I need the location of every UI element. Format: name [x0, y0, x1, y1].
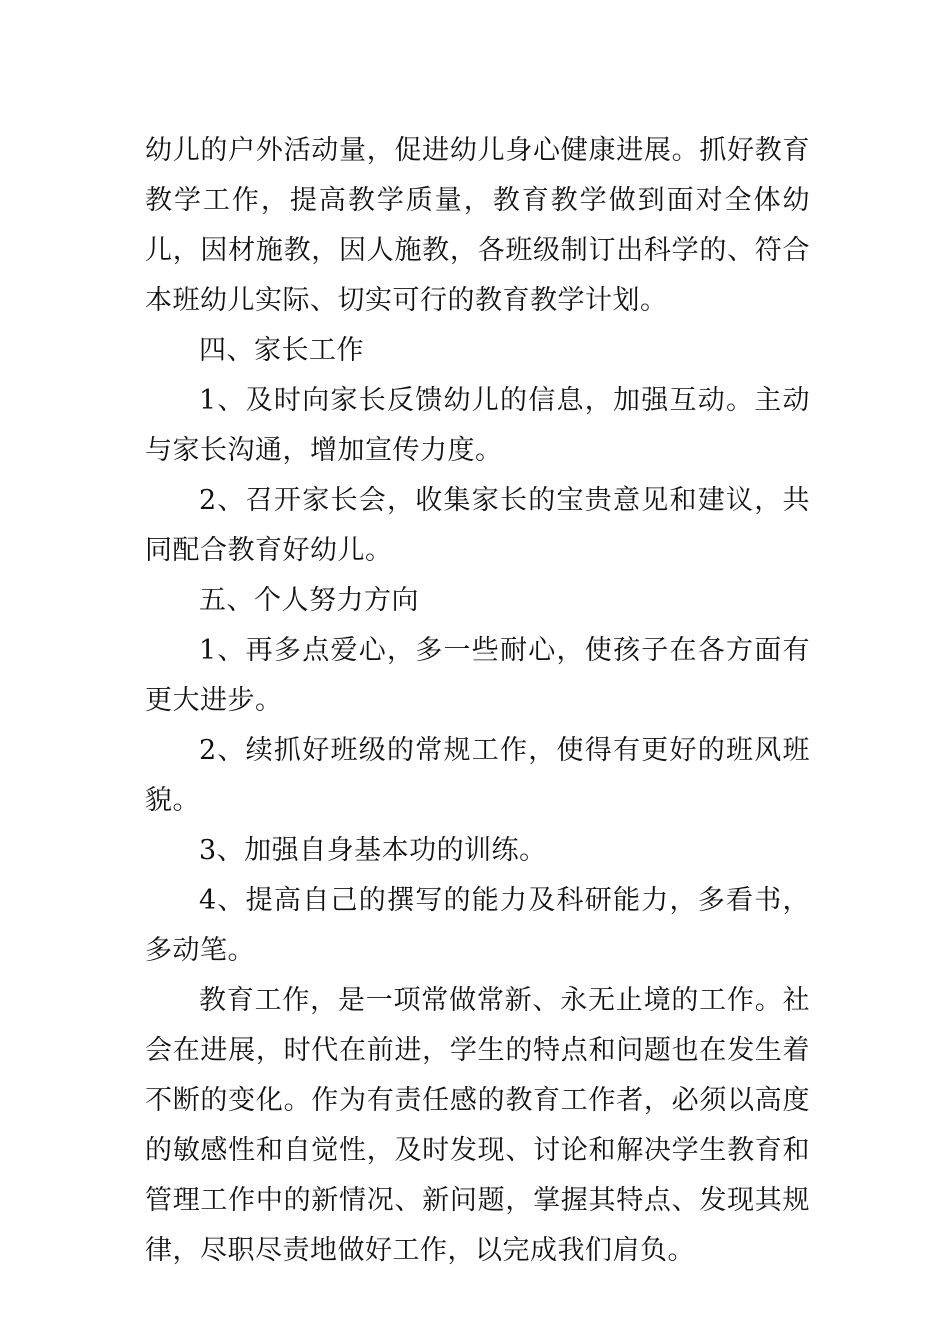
paragraph-continuation: 幼儿的户外活动量，促进幼儿身心健康进展。抓好教育教学工作，提高教学质量，教育教学做到面对全体幼儿，因材施教，因人施教，各班级制订出科学的、符合本班幼儿实际、切实可行的教育教学计划。	[145, 135, 810, 316]
section-heading-personal-direction: 五、个人努力方向	[199, 585, 419, 616]
list-item-personal-2: 2、续抓好班级的常规工作，使得有更好的班风班貌。	[145, 735, 810, 816]
list-item-parent-2: 2、召开家长会，收集家长的宝贵意见和建议，共同配合教育好幼儿。	[145, 485, 810, 566]
list-item-parent-1: 1、及时向家长反馈幼儿的信息，加强互动。主动与家长沟通，增加宣传力度。	[145, 385, 810, 466]
list-item-personal-4: 4、提高自己的撰写的能力及科研能力，多看书，多动笔。	[145, 885, 810, 966]
section-heading-parent-work: 四、家长工作	[199, 335, 364, 366]
conclusion-paragraph: 教育工作，是一项常做常新、永无止境的工作。社会在进展，时代在前进，学生的特点和问题也在发生着不断的变化。作为有责任感的教育工作者，必须以高度的敏感性和自觉性，及时发现、讨论和解决学生教育和管理工作中的新情况、新问题，掌握其特点、发现其规律，尽职尽责地做好工作，以完成我们肩负。	[145, 985, 810, 1266]
document-page	[145, 126, 810, 1276]
list-item-personal-1: 1、再多点爱心，多一些耐心，使孩子在各方面有更大进步。	[145, 635, 810, 716]
list-item-personal-3: 3、加强自身基本功的训练。	[199, 835, 547, 866]
